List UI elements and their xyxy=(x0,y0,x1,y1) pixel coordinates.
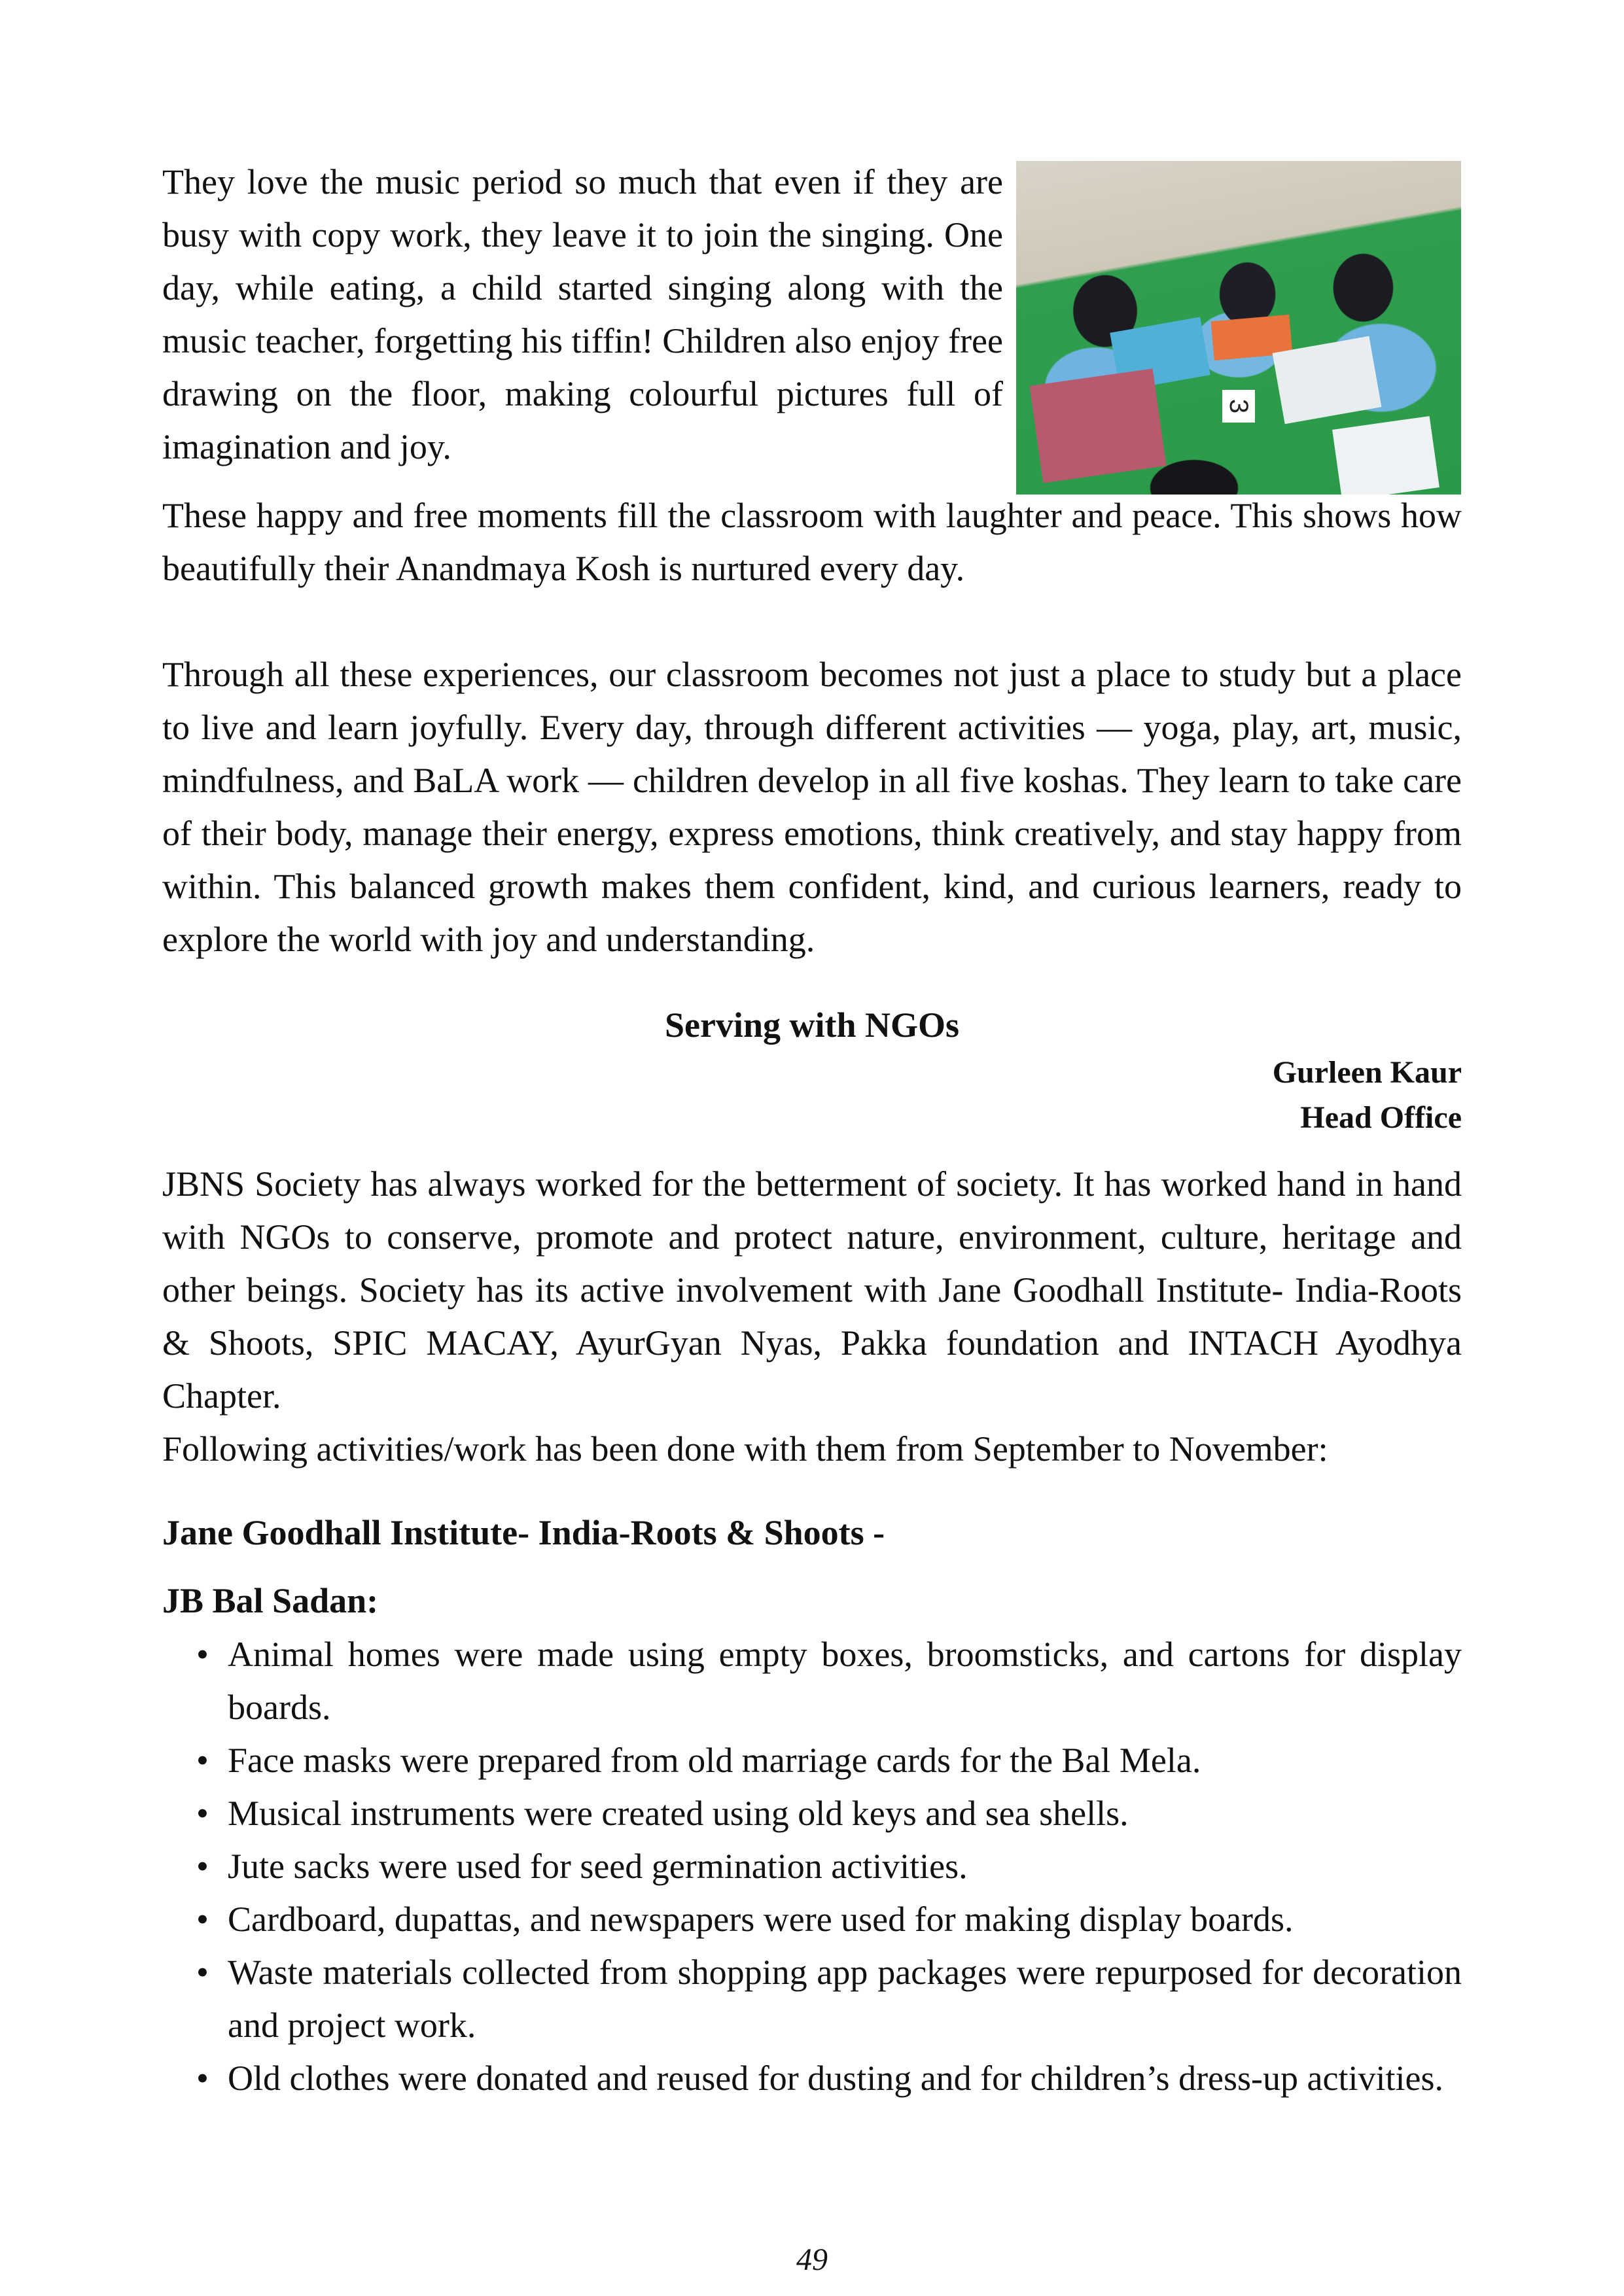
bullet-icon: • xyxy=(196,1635,209,1674)
photo-floral-mat xyxy=(1029,369,1166,483)
section-title: Serving with NGOs xyxy=(664,1005,960,1045)
list-item: • Jute sacks were used for seed germination activities. xyxy=(162,1840,1462,1893)
activities-intro: Following activities/work has been done with them from September to November: xyxy=(162,1429,1328,1469)
author-name: Gurleen Kaur xyxy=(1272,1055,1462,1090)
bullet-icon: • xyxy=(196,1794,209,1833)
bullet-icon: • xyxy=(196,2059,209,2098)
bullet-icon: • xyxy=(196,1953,209,1992)
bullet-icon: • xyxy=(196,1741,209,1780)
list-item: • Animal homes were made using empty boxes, broomsticks, and cartons for display boards. xyxy=(162,1628,1462,1734)
photo-white-mat-2 xyxy=(1332,416,1439,495)
list-item: • Old clothes were donated and reused for dusting and for children’s dress-up activities. xyxy=(162,2052,1462,2105)
author-block xyxy=(1273,1050,1462,1140)
koshas-paragraph: Through all these experiences, our classroom becomes not just a place to study but a place to live and learn joyfully. Every day, through different activities — yoga, play, art, music, mindfulness, and BaLA work — children develop in all five koshas. They learn to take care of their body, manage their energy, express emotions, think creatively, and stay happy from within. This balanced growth makes them confident, kind, and curious learners, ready to explore the world with joy and understanding. xyxy=(162,655,1462,959)
list-item: • Face masks were prepared from old marriage cards for the Bal Mela. xyxy=(162,1734,1462,1787)
ngo-subheading: Jane Goodhall Institute- India-Roots & Shoots - xyxy=(162,1513,885,1552)
children-lunch-photo xyxy=(1016,161,1461,495)
intro-paragraph: They love the music period so much that even if they are busy with copy work, they leave it to join the singing. One day, while eating, a child started singing along with the music teacher, forgetting his tiffin! Children also enjoy free drawing on the floor, making colourful pictures full of imagination and joy. xyxy=(162,162,1003,466)
photo-table-card: 3 xyxy=(1222,390,1255,423)
page-number: 49 xyxy=(796,2242,828,2277)
author-office: Head Office xyxy=(1300,1100,1462,1135)
list-item: • Musical instruments were created using old keys and sea shells. xyxy=(162,1787,1462,1840)
bullet-icon: • xyxy=(196,1847,209,1886)
list-item: • Waste materials collected from shopping app packages were repurposed for decoration and project work. xyxy=(162,1946,1462,2052)
list-item: • Cardboard, dupattas, and newspapers were used for making display boards. xyxy=(162,1893,1462,1946)
jbns-paragraph: JBNS Society has always worked for the betterment of society. It has worked hand in hand with NGOs to conserve, promote and protect nature, environment, culture, heritage and other beings. Society has its active involvement with Jane Goodhall Institute- India-Roots & Shoots, SPIC MACAY, AyurGyan Nyas, Pakka foundation and INTACH Ayodhya Chapter. xyxy=(162,1164,1462,1416)
activities-list xyxy=(162,1628,1462,2105)
school-subheading: JB Bal Sadan: xyxy=(162,1581,379,1620)
bullet-icon: • xyxy=(196,1900,209,1939)
anandmaya-paragraph: These happy and free moments fill the classroom with laughter and peace. This shows how beautifully their Anandmaya Kosh is nurtured every day. xyxy=(162,496,1462,588)
